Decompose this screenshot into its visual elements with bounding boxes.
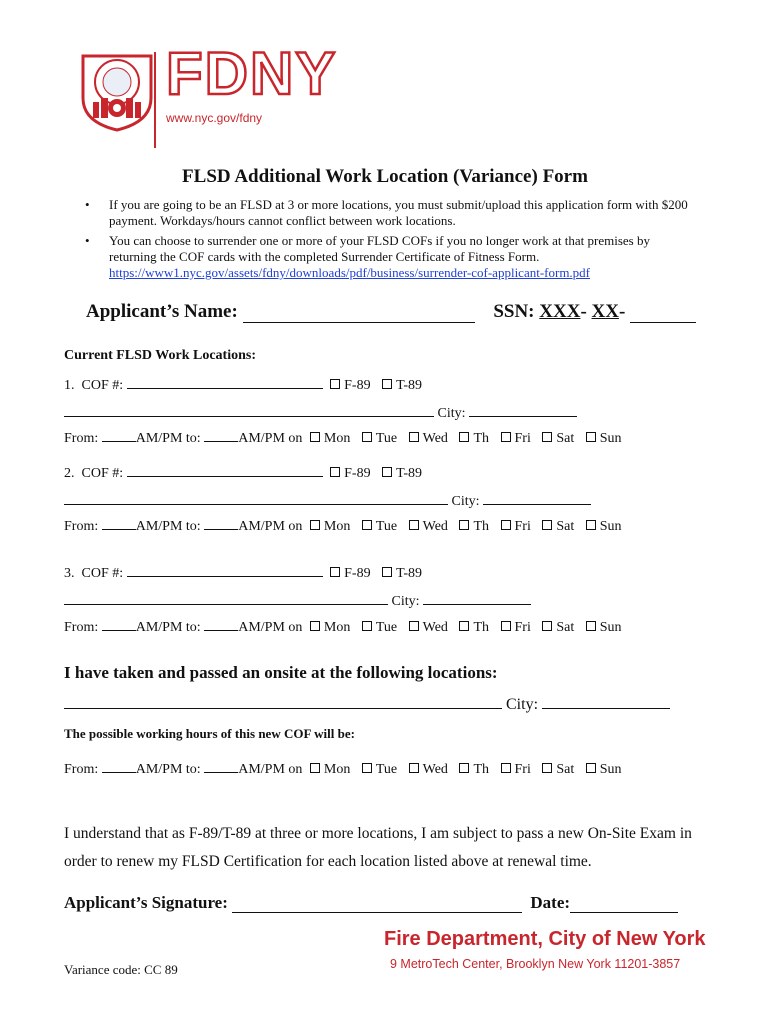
city-field[interactable] (423, 592, 531, 605)
signature-field[interactable] (232, 894, 522, 913)
onsite-address-field[interactable] (64, 694, 502, 709)
sun-checkbox[interactable] (586, 621, 596, 631)
department-name: Fire Department, City of New York (384, 928, 706, 950)
instruction-item: • You can choose to surrender one or more of your FLSD COFs if you no longer work at that premises by returning the COF cards with the completed Surrender Certificate of Fitness Form. https://www1.nyc.gov/assets/fdny/downloads/pdf/business/surrender-cof-applicant-form.pdf (85, 233, 650, 280)
ssn-field[interactable] (630, 302, 696, 323)
applicant-row: Applicant’s Name: SSN: XXX- XX- (86, 301, 696, 323)
to-time-field[interactable] (204, 618, 238, 631)
cof-number-field[interactable] (127, 564, 323, 577)
from-time-field[interactable] (102, 517, 136, 530)
hours-row-3: From: AM/PM to: AM/PM on Mon Tue Wed Th Fri Sat Sun (64, 620, 622, 635)
wed-checkbox[interactable] (409, 432, 419, 442)
form-title: FLSD Additional Work Location (Variance) Form (182, 166, 588, 187)
applicant-name-label: Applicant’s Name: (86, 301, 238, 322)
surrender-form-link[interactable]: https://www1.nyc.gov/assets/fdny/downloads/pdf/business/surrender-cof-applicant-form.pdf (109, 265, 591, 280)
mon-checkbox[interactable] (310, 763, 320, 773)
hours-row-1: From: AM/PM to: AM/PM on Mon Tue Wed Th Fri Sat Sun (64, 431, 622, 446)
fri-checkbox[interactable] (501, 621, 511, 631)
t89-checkbox[interactable] (382, 467, 392, 477)
address-row-2: City: (64, 492, 591, 510)
sun-checkbox[interactable] (586, 520, 596, 530)
variance-code: Variance code: CC 89 (64, 962, 178, 977)
from-time-field[interactable] (102, 618, 136, 631)
fdny-logo-text: FDNY (166, 40, 338, 107)
wed-checkbox[interactable] (409, 763, 419, 773)
cof-row-2: 2. COF #: F-89 T-89 (64, 466, 423, 481)
fri-checkbox[interactable] (501, 432, 511, 442)
sat-checkbox[interactable] (542, 520, 552, 530)
to-time-field[interactable] (204, 517, 238, 530)
to-time-field[interactable] (204, 429, 238, 442)
t89-checkbox[interactable] (382, 379, 392, 389)
to-time-field[interactable] (204, 760, 238, 773)
new-hours-row: From: AM/PM to: AM/PM on Mon Tue Wed Th Fri Sat Sun (64, 762, 622, 777)
hours-heading: The possible working hours of this new COF will be: (64, 726, 355, 741)
th-checkbox[interactable] (459, 432, 469, 442)
t89-checkbox[interactable] (382, 567, 392, 577)
fri-checkbox[interactable] (501, 520, 511, 530)
address-field[interactable] (64, 592, 388, 605)
ssn-part2: XX (591, 301, 619, 322)
cof-number-field[interactable] (127, 464, 323, 477)
address-field[interactable] (64, 492, 448, 505)
th-checkbox[interactable] (459, 520, 469, 530)
department-address: 9 MetroTech Center, Brooklyn New York 11201-3857 (390, 957, 681, 971)
onsite-address-row: City: (64, 694, 670, 714)
instructions-list (80, 197, 700, 285)
cof-row-1: 1. COF #: F-89 T-89 (64, 378, 423, 393)
tue-checkbox[interactable] (362, 520, 372, 530)
city-field[interactable] (483, 492, 591, 505)
understanding-statement: I understand that as F-89/T-89 at three or more locations, I am subject to pass a new On-Site Exam in order to renew my FLSD Certification for each location listed above at renewal time. (64, 825, 692, 870)
wed-checkbox[interactable] (409, 621, 419, 631)
onsite-city-field[interactable] (542, 694, 670, 709)
fri-checkbox[interactable] (501, 763, 511, 773)
current-locations-heading: Current FLSD Work Locations: (64, 348, 256, 363)
th-checkbox[interactable] (459, 621, 469, 631)
hours-row-2: From: AM/PM to: AM/PM on Mon Tue Wed Th Fri Sat Sun (64, 519, 622, 534)
instruction-item: • If you are going to be an FLSD at 3 or more locations, you must submit/upload this application form with $200 payment. Workdays/hours cannot conflict between work locations. (85, 197, 688, 228)
date-field[interactable] (570, 894, 678, 913)
date-label: Date: (530, 893, 571, 912)
fdny-badge-icon (79, 52, 155, 132)
cof-row-3: 3. COF #: F-89 T-89 (64, 566, 423, 581)
mon-checkbox[interactable] (310, 432, 320, 442)
tue-checkbox[interactable] (362, 432, 372, 442)
th-checkbox[interactable] (459, 763, 469, 773)
f89-checkbox[interactable] (330, 567, 340, 577)
signature-label: Applicant’s Signature: (64, 893, 228, 912)
signature-row (64, 893, 678, 913)
f89-checkbox[interactable] (330, 379, 340, 389)
cof-number-field[interactable] (127, 376, 323, 389)
sat-checkbox[interactable] (542, 432, 552, 442)
bullet-icon: • (85, 233, 90, 248)
bullet-icon: • (85, 197, 90, 212)
address-row-3: City: (64, 592, 531, 610)
onsite-heading: I have taken and passed an onsite at the following locations: (64, 663, 498, 682)
sun-checkbox[interactable] (586, 763, 596, 773)
tue-checkbox[interactable] (362, 763, 372, 773)
city-field[interactable] (469, 404, 577, 417)
mon-checkbox[interactable] (310, 621, 320, 631)
ssn-label: SSN: (493, 301, 535, 322)
address-field[interactable] (64, 404, 434, 417)
wed-checkbox[interactable] (409, 520, 419, 530)
from-time-field[interactable] (102, 429, 136, 442)
sat-checkbox[interactable] (542, 621, 552, 631)
tue-checkbox[interactable] (362, 621, 372, 631)
fdny-url: www.nyc.gov/fdny (166, 111, 263, 125)
mon-checkbox[interactable] (310, 520, 320, 530)
sat-checkbox[interactable] (542, 763, 552, 773)
from-time-field[interactable] (102, 760, 136, 773)
f89-checkbox[interactable] (330, 467, 340, 477)
applicant-name-field[interactable] (243, 302, 475, 323)
logo-divider (154, 52, 156, 148)
sun-checkbox[interactable] (586, 432, 596, 442)
address-row-1: City: (64, 404, 577, 422)
ssn-part1: XXX (539, 301, 581, 322)
